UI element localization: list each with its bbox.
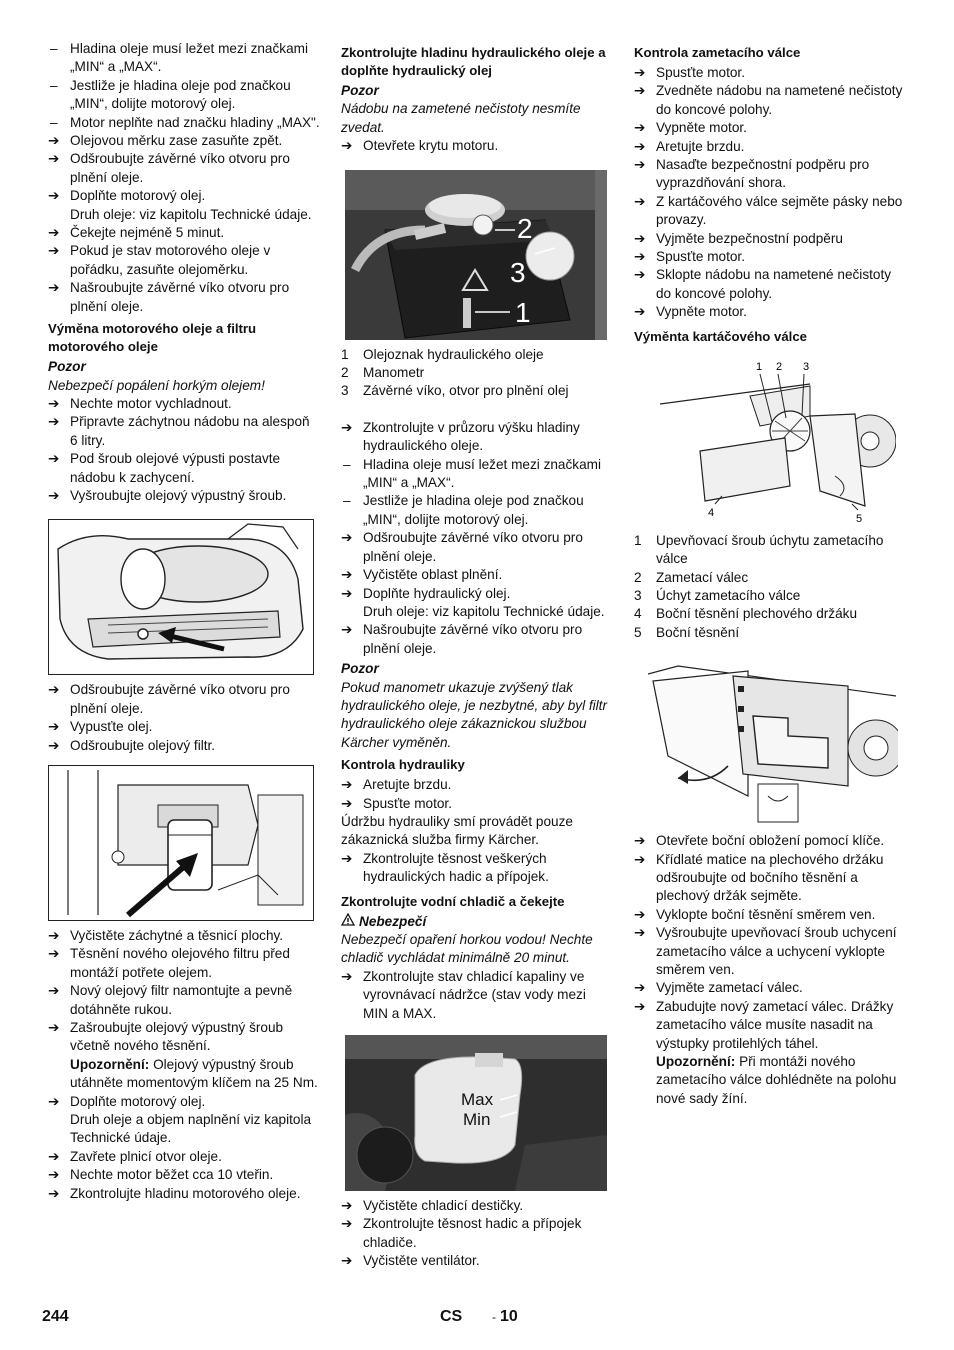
refill-steps [48,1093,320,1111]
list-item [634,248,908,266]
arrow-bullet-icon: ➔ [341,968,353,984]
legend-number: 2 [634,569,642,585]
list-item [341,529,613,566]
arrow-bullet-icon: ➔ [48,719,60,735]
list-item [48,450,320,487]
brush-figure-legend [634,532,908,642]
figure-label-1: 1 [756,360,763,373]
list-item [634,832,908,850]
bristle-note [634,1053,908,1108]
list-item [634,193,908,230]
arrow-bullet-icon: ➔ [634,138,646,154]
arrow-bullet-icon: ➔ [341,777,353,793]
oil-filter-figure [48,765,320,921]
list-item [48,927,320,945]
section-page-number [492,1308,518,1326]
caution-text: Nebezpečí popálení horkým olejem! [48,377,265,393]
list-item [48,395,320,413]
danger-label [341,913,613,931]
list-item-text: Otevřete krytu motoru. [363,138,499,154]
list-item-text: Odšroubujte olejový filtr. [70,737,216,753]
section-page-dash: - [492,1310,496,1324]
oil-check-steps-2 [48,224,320,316]
filter-install-steps [48,927,320,1056]
list-item-text: Vyčistěte záchytné a těsnicí plochy. [70,927,284,943]
list-item-text: Motor neplňte nad značku hladiny „MAX". [70,114,320,130]
list-item [341,566,613,584]
hydraulic-level-steps [341,419,613,603]
list-item-text: Zkontrolujte v průzoru výšku hladiny hydraulického oleje. [363,419,580,454]
arrow-bullet-icon: ➔ [341,419,353,435]
list-item-text: Olejovou měrku zase zasuňte zpět. [70,133,283,149]
list-item [48,982,320,1019]
sweep-roller-check-steps [634,64,908,322]
list-item [634,82,908,119]
list-item [634,64,908,82]
arrow-bullet-icon: ➔ [634,851,646,867]
list-item [634,119,908,137]
column-middle [341,40,613,1271]
note-text: Při montáži nového zametacího válce dohlédněte na polohu nové sady žíní. [656,1054,897,1106]
arrow-bullet-icon: ➔ [48,395,60,411]
arrow-bullet-icon: ➔ [341,1216,353,1232]
arrow-bullet-icon: ➔ [634,157,646,173]
list-item-text: Aretujte brzdu. [363,777,452,793]
list-item [634,303,908,321]
list-item-text: Z kartáčového válce sejměte pásky nebo provazy. [656,193,903,228]
figure-label-4: 4 [708,506,715,519]
caution-label: Pozor [341,661,379,677]
arrow-bullet-icon: ➔ [48,280,60,296]
legend-item [634,605,908,623]
figure-label-2: 2 [517,212,533,244]
list-item-text: Spusťte motor. [363,795,452,811]
list-item [48,487,320,505]
list-item-text: Vyčistěte oblast plnění. [363,567,503,583]
arrow-bullet-icon: ➔ [48,225,60,241]
list-item-text: Otevřete boční obložení pomocí klíče. [656,833,885,849]
list-item [341,585,613,603]
list-item [48,187,320,205]
warning-triangle-icon [341,913,355,931]
list-item [341,419,613,456]
dash-bullet: – [343,456,351,472]
list-item-text: Doplňte motorový olej. [70,188,206,204]
list-item [48,77,320,114]
list-item-text: Zavřete plnicí otvor oleje. [70,1148,222,1164]
arrow-bullet-icon: ➔ [634,304,646,320]
list-item [341,1197,613,1215]
list-item-text: Křídlaté matice na plechového držáku odšroubujte od bočního těsnění a plechový držák sejměte. [656,851,884,904]
list-item-text: Nasaďte bezpečnostní podpěru pro vyprazdňování shora. [656,157,870,191]
list-item-text: Vypněte motor. [656,120,747,136]
list-item-text: Vyšroubujte olejový výpustný šroub. [70,487,287,503]
dash-bullet: – [343,493,351,509]
list-item-text: Našroubujte závěrné víko otvoru pro plnění oleje. [70,280,290,314]
list-item [48,718,320,736]
list-item [48,1166,320,1184]
arrow-bullet-icon: ➔ [634,120,646,136]
hydraulic-tank-photo [345,170,613,340]
list-item-text: Zašroubujte olejový výpustný šroub včetně nového těsnění. [70,1020,284,1054]
hydraulics-leak-steps [341,850,613,887]
service-note: Údržbu hydrauliky smí provádět pouze zákaznická služba firmy Kärcher. [341,813,573,848]
arrow-bullet-icon: ➔ [48,1148,60,1164]
arrow-bullet-icon: ➔ [341,138,353,154]
legend-number: 1 [341,346,349,362]
arrow-bullet-icon: ➔ [341,530,353,546]
caution-text: Nádobu na zametené nečistoty nesmíte zvedat. [341,101,581,135]
list-item-text: Sklopte nádobu na nametené nečistoty do koncové polohy. [656,267,892,301]
oil-change-steps [48,395,320,505]
list-item-text: Spusťte motor. [656,65,745,80]
arrow-bullet-icon: ➔ [48,243,60,259]
arrow-bullet-icon: ➔ [48,487,60,503]
list-item [48,681,320,718]
list-item-text: Jestliže je hladina oleje pod značkou „MIN“, dolijte motorový olej. [363,493,584,527]
arrow-bullet-icon: ➔ [634,83,646,99]
list-item [48,224,320,242]
list-item [341,492,613,529]
oil-type-note: Druh oleje: viz kapitolu Technické údaje. [363,603,605,619]
arrow-bullet-icon: ➔ [341,795,353,811]
cooler-clean-steps [341,1197,613,1271]
list-item [48,279,320,316]
arrow-bullet-icon: ➔ [48,133,60,149]
note-label: Upozornění: [656,1054,736,1069]
danger-text: Nebezpečí opaření horkou vodou! Nechte chladič vychládat minimálně 20 minut. [341,932,593,966]
legend-item [341,364,613,382]
list-item-text: Manometr [363,365,425,381]
list-item-text: Nový olejový filtr namontujte a pevně dotáhněte rukou. [70,983,293,1017]
hydraulic-close-steps [341,621,613,658]
arrow-bullet-icon: ➔ [48,1020,60,1035]
oil-volume-note: Druh oleje a objem naplnění viz kapitola Technické údaje. [70,1112,312,1146]
arrow-bullet-icon: ➔ [341,1198,353,1214]
hydraulic-figure-legend [341,346,613,401]
list-item-text: Hladina oleje musí ležet mezi značkami „MIN“ a „MAX“. [363,456,601,491]
list-item-text: Nechte motor vychladnout. [70,395,232,411]
list-item-text: Pokud je stav motorového oleje v pořádku, zasuňte olejoměrku. [70,243,271,277]
arrow-bullet-icon: ➔ [341,567,353,583]
arrow-bullet-icon: ➔ [48,451,60,467]
section-heading-oil-change: Výměna motorového oleje a filtru motorového oleje [48,321,257,355]
list-item [634,138,908,156]
list-item [341,795,613,813]
list-item [48,114,320,132]
arrow-bullet-icon: ➔ [48,682,60,698]
list-item-text: Zkontrolujte hladinu motorového oleje. [70,1185,301,1201]
note-text: Olejový výpustný šroub utáhněte momentovým klíčem na 25 Nm. [70,1056,318,1091]
list-item-text: Vyklopte boční těsnění směrem ven. [656,906,876,922]
section-heading-water-cooler: Zkontrolujte vodní chladič a čekejte [341,893,565,909]
list-item-text: Zametací válec [656,569,749,585]
legend-number: 4 [634,606,642,622]
list-item-text: Vyjměte zametací válec. [656,980,803,996]
list-item-text: Aretujte brzdu. [656,138,745,154]
arrow-bullet-icon: ➔ [48,927,60,943]
brush-replace-steps [634,832,908,1053]
arrow-bullet-icon: ➔ [48,983,60,999]
hydraulics-check-steps [341,776,613,813]
legend-number: 5 [634,624,642,640]
arrow-bullet-icon: ➔ [48,1093,60,1109]
list-item-text: Úchyt zametacího válce [656,587,801,603]
list-item [48,242,320,279]
caution-label: Pozor [341,83,379,98]
list-item-text: Pod šroub olejové výpusti postavte nádobu k zachycení. [70,451,281,485]
list-item-text: Vyčistěte ventilátor. [363,1253,480,1269]
legend-item [634,624,908,642]
torque-note [48,1056,320,1093]
list-item [48,1019,320,1056]
figure-label-2: 2 [776,360,783,373]
section-heading-brush-roller-replace: Výměnta kartáčového válce [634,328,807,344]
legend-item [634,532,908,569]
dash-bullet: – [50,41,58,56]
list-item [634,266,908,303]
oil-check-steps [48,40,320,206]
list-item [634,998,908,1053]
list-item [48,945,320,982]
dash-bullet: – [50,77,58,93]
list-item-text: Čekejte nejméně 5 minut. [70,225,225,241]
arrow-bullet-icon: ➔ [634,193,646,209]
coolant-reservoir-photo [345,1035,613,1191]
list-item-text: Spusťte motor. [656,249,745,265]
page-number: 244 [42,1308,69,1325]
dash-bullet: – [50,114,58,130]
list-item-text: Upevňovací šroub úchytu zametacího válce [656,532,884,567]
list-item-text: Zkontrolujte těsnost veškerých hydraulických hadic a přípojek. [363,850,549,885]
list-item [48,1093,320,1111]
list-item [48,132,320,150]
danger-label-text: Nebezpečí [359,913,427,929]
list-item-text: Těsnění nového olejového filtru před montáží potřete olejem. [70,946,290,980]
list-item [48,1185,320,1203]
note-label: Upozornění: [70,1056,150,1072]
oil-drain-steps [48,681,320,755]
arrow-bullet-icon: ➔ [341,850,353,866]
legend-number: 3 [634,587,642,603]
legend-item [341,382,613,400]
list-item [341,1252,613,1270]
oil-type-note: Druh oleje: viz kapitolu Technické údaje. [70,206,312,222]
section-heading-hydraulic-oil: Zkontrolujte hladinu hydraulického oleje a doplňte hydraulický olej [341,45,606,78]
list-item [341,137,613,155]
list-item [634,906,908,924]
list-item [48,150,320,187]
column-right [634,40,908,1108]
section-page-value: 10 [500,1308,518,1325]
list-item [634,156,908,193]
section-heading-hydraulics-check: Kontrola hydrauliky [341,757,465,773]
arrow-bullet-icon: ➔ [341,585,353,601]
legend-item [341,346,613,364]
figure-label-3: 3 [510,256,526,288]
list-item [341,621,613,658]
arrow-bullet-icon: ➔ [48,1185,60,1201]
list-item-text: Vyčistěte chladicí destičky. [363,1198,524,1214]
list-item-text: Vyjměte bezpečnostní podpěru [656,230,843,246]
list-item-text: Našroubujte závěrné víko otvoru pro plnění oleje. [363,622,583,656]
final-oil-steps [48,1148,320,1203]
list-item-text: Zkontrolujte těsnost hadic a přípojek chladiče. [363,1216,582,1250]
list-item [341,968,613,1023]
legend-item [634,587,908,605]
list-item-text: Odšroubujte závěrné víko otvoru pro plnění oleje. [363,530,583,564]
list-item [634,979,908,997]
arrow-bullet-icon: ➔ [48,737,60,753]
figure-label-min: Min [463,1110,491,1130]
arrow-bullet-icon: ➔ [48,414,60,430]
list-item-text: Připravte záchytnou nádobu na alespoň 6 litry. [70,414,310,448]
list-item [634,230,908,248]
arrow-bullet-icon: ➔ [341,1253,353,1269]
language-code: CS [440,1308,463,1325]
legend-number: 1 [634,532,642,548]
arrow-bullet-icon: ➔ [48,188,60,204]
caution-label: Pozor [48,359,86,375]
legend-number: 3 [341,383,349,399]
list-item-text: Zvedněte nádobu na nametené nečistoty do koncové polohy. [656,83,903,117]
column-left [48,40,320,1203]
arrow-bullet-icon: ➔ [341,622,353,638]
list-item [48,1148,320,1166]
figure-label-5: 5 [856,512,863,525]
list-item-text: Boční těsnění plechového držáku [656,606,858,622]
side-cover-diagram [648,656,908,826]
list-item-text: Vyšroubujte upevňovací šroub uchycení zametacího válce a uchycení vyklopte směrem ven. [656,925,897,977]
brush-roller-diagram [660,356,908,526]
list-item [341,850,613,887]
list-item [48,737,320,755]
arrow-bullet-icon: ➔ [634,925,646,941]
list-item-text: Nechte motor běžet cca 10 vteřin. [70,1167,274,1183]
list-item-text: Vypusťte olej. [70,719,153,735]
list-item-text: Hladina oleje musí ležet mezi značkami „MIN“ a „MAX“. [70,41,308,75]
arrow-bullet-icon: ➔ [48,151,60,167]
arrow-bullet-icon: ➔ [48,1167,60,1183]
list-item [341,1215,613,1252]
legend-number: 2 [341,365,349,381]
list-item [634,851,908,906]
figure-label-1: 1 [515,296,531,328]
list-item-text: Zabudujte nový zametací válec. Drážky zametacího válce musíte nasadit na výstupky protilehlých táhel. [656,998,894,1051]
section-heading-sweep-roller-check: Kontrola zametacího válce [634,45,801,60]
list-item-text: Jestliže je hladina oleje pod značkou „MIN“, dolijte motorový olej. [70,77,291,112]
list-item [341,456,613,493]
list-item-text: Odšroubujte závěrné víko otvoru pro plnění oleje. [70,151,290,185]
oil-drain-figure [48,519,320,675]
arrow-bullet-icon: ➔ [634,980,646,996]
arrow-bullet-icon: ➔ [634,267,646,283]
list-item-text: Závěrné víko, otvor pro plnění olej [363,383,569,399]
arrow-bullet-icon: ➔ [634,906,646,922]
caution-text-manometer: Pokud manometr ukazuje zvýšený tlak hydraulického oleje, je nezbytné, aby byl filtr hydraulického oleje zákaznickou službou Kärcher vyměněn. [341,679,607,750]
list-item-text: Olejoznak hydraulického oleje [363,346,544,362]
arrow-bullet-icon: ➔ [48,946,60,962]
arrow-bullet-icon: ➔ [634,230,646,246]
list-item-text: Zkontrolujte stav chladicí kapaliny ve vyrovnávací nádržce (stav vody mezi MIN a MAX. [363,968,586,1021]
arrow-bullet-icon: ➔ [634,998,646,1014]
figure-label-max: Max [461,1090,494,1110]
figure-label-3: 3 [803,360,810,373]
hydraulic-open-steps [341,137,613,155]
list-item-text: Odšroubujte závěrné víko otvoru pro plnění oleje. [70,682,290,716]
list-item [48,413,320,450]
list-item-text: Vypněte motor. [656,304,747,320]
list-item-text: Doplňte hydraulický olej. [363,585,511,601]
arrow-bullet-icon: ➔ [634,833,646,849]
arrow-bullet-icon: ➔ [634,249,646,265]
list-item [48,40,320,77]
list-item [341,776,613,794]
list-item [634,924,908,979]
list-item-text: Boční těsnění [656,624,740,640]
legend-item [634,569,908,587]
arrow-bullet-icon: ➔ [634,65,646,80]
list-item-text: Doplňte motorový olej. [70,1093,206,1109]
coolant-check-steps [341,968,613,1023]
